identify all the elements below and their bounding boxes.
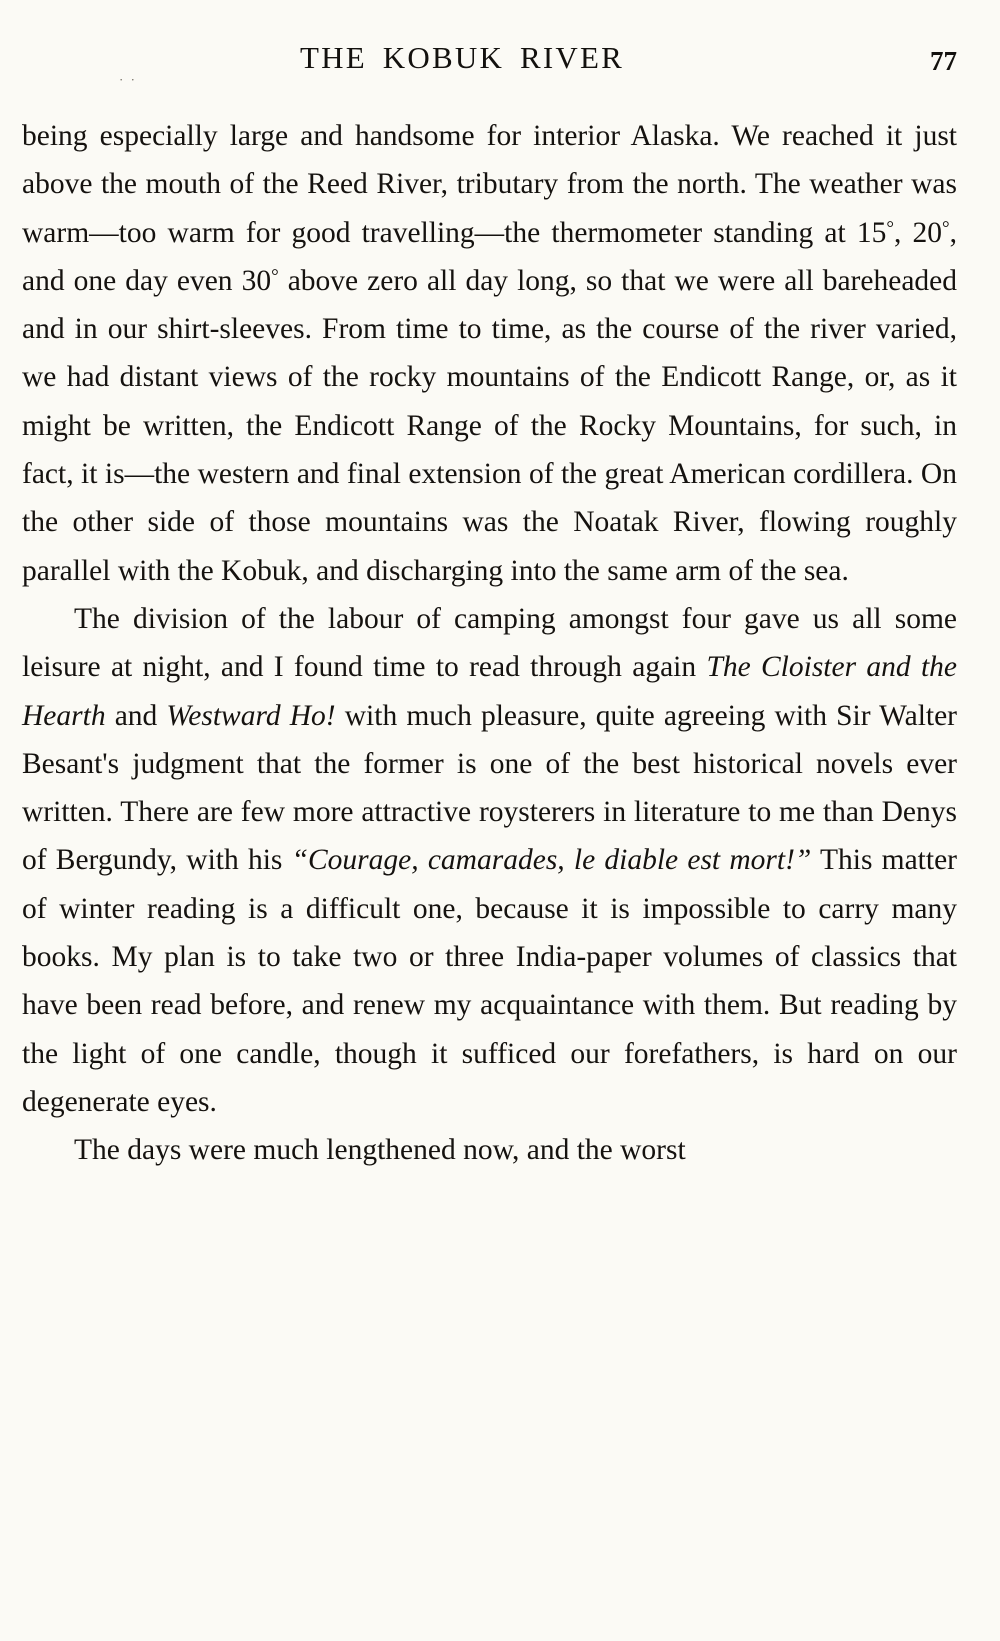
degree-symbol: ° <box>886 217 894 239</box>
text-run: , and one day even <box>22 216 957 297</box>
degree-symbol: ° <box>942 217 950 239</box>
italic-text: The Cloister and the Hearth <box>22 651 957 732</box>
paragraph <box>22 112 957 595</box>
page-number: 77 <box>930 46 957 76</box>
text-run: being especially large and handsome for interior Alaska. We reached it just above the mouth of the Reed River, tributary from the north. The weather was warm—too warm for good travelling—the thermometer standing at <box>22 120 957 249</box>
text-run: The division of the labour of camping amongst four gave us all some leisure at night, and I found time to read through again <box>22 602 957 684</box>
italic-text: Westward Ho! <box>166 699 336 732</box>
running-head: THE KOBUK RIVER <box>300 40 624 75</box>
text-run: , <box>893 216 913 249</box>
text-run: 20 <box>912 216 943 249</box>
paragraph <box>22 1126 957 1174</box>
paragraph <box>22 595 957 1126</box>
text-run: 30 <box>241 264 272 297</box>
degree-symbol: ° <box>271 265 279 287</box>
italic-text: “Courage, camarades, le diable est mort!” <box>291 844 812 877</box>
page-content-area <box>22 0 957 1641</box>
margin-mark: · · <box>119 72 137 87</box>
page-body-text <box>22 112 957 1175</box>
text-run: with much pleasure, quite agreeing with Sir Walter Besant's judgment that the former is one of the best historical novels ever written. There are few more attractive roysterers in literature to me than Denys of Bergundy, with his <box>22 699 958 877</box>
text-run: 15 <box>856 216 887 249</box>
text-run: This matter of winter reading is a difficult one, because it is impossible to carry many books. My plan is to take two or three India-paper volumes of classics that have been read before, and renew my acquaintance with them. But reading by the light of one candle, though it sufficed our forefathers, is hard on our degenerate eyes. <box>22 844 957 1118</box>
text-run: and <box>105 699 167 732</box>
text-run: above zero all day long, so that we were all bareheaded and in our shirt-sleeves. From time to time, as the course of the river varied, we had distant views of the rocky mountains of the Endicott Range, or, as it might be written, the Endicott Range of the Rocky Mountains, for such, in fact, it is—the western and final extension of the great American cordillera. On the other side of those mountains was the Noatak River, flowing roughly parallel with the Kobuk, and discharging into the same arm of the sea. <box>22 264 958 587</box>
text-run: The days were much lengthened now, and the worst <box>74 1134 686 1167</box>
page-header <box>22 40 957 92</box>
